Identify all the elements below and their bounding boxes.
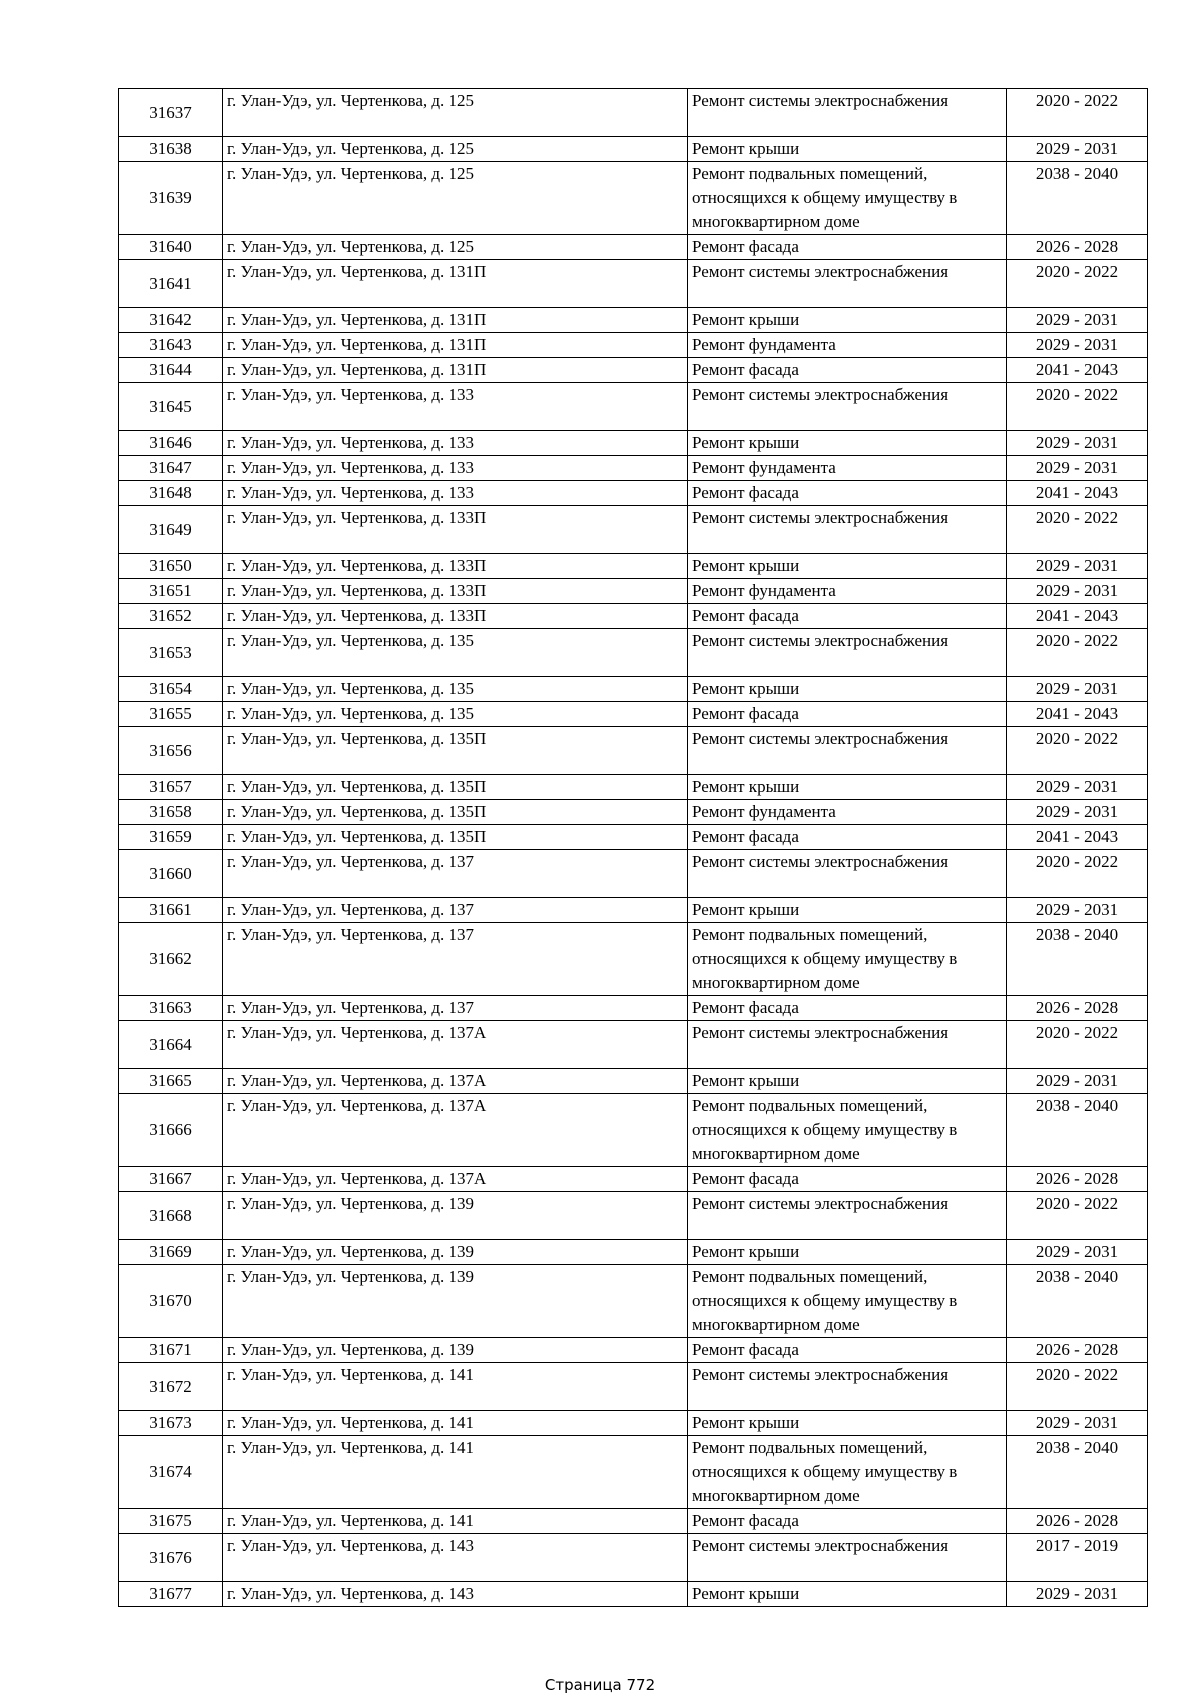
table-row <box>119 1338 1148 1363</box>
address-cell: г. Улан-Удэ, ул. Чертенкова, д. 143 <box>223 1534 688 1582</box>
period-cell: 2020 - 2022 <box>1007 850 1148 898</box>
row-number: 31639 <box>119 162 223 235</box>
period-cell: 2029 - 2031 <box>1007 456 1148 481</box>
period-cell: 2029 - 2031 <box>1007 137 1148 162</box>
period-cell: 2029 - 2031 <box>1007 1240 1148 1265</box>
table-row <box>119 702 1148 727</box>
work-type-cell: Ремонт системы электроснабжения <box>688 727 1007 775</box>
address-cell: г. Улан-Удэ, ул. Чертенкова, д. 131П <box>223 308 688 333</box>
page-number: Страница 772 <box>544 1676 656 1694</box>
period-cell: 2020 - 2022 <box>1007 1021 1148 1069</box>
row-number: 31651 <box>119 579 223 604</box>
work-type-cell: Ремонт фундамента <box>688 579 1007 604</box>
work-type-cell: Ремонт крыши <box>688 554 1007 579</box>
work-type-cell: Ремонт крыши <box>688 137 1007 162</box>
row-number: 31640 <box>119 235 223 260</box>
table-row <box>119 358 1148 383</box>
table-row <box>119 1021 1148 1069</box>
row-number: 31646 <box>119 431 223 456</box>
table-row <box>119 775 1148 800</box>
row-number: 31672 <box>119 1363 223 1411</box>
period-cell: 2029 - 2031 <box>1007 431 1148 456</box>
work-type-line: относящихся к общему имуществу в <box>692 949 958 968</box>
period-cell: 2020 - 2022 <box>1007 506 1148 554</box>
row-number: 31663 <box>119 996 223 1021</box>
period-cell: 2029 - 2031 <box>1007 333 1148 358</box>
address-cell: г. Улан-Удэ, ул. Чертенкова, д. 141 <box>223 1509 688 1534</box>
work-type-cell: Ремонт фасада <box>688 235 1007 260</box>
table-row <box>119 825 1148 850</box>
period-cell: 2029 - 2031 <box>1007 1411 1148 1436</box>
work-type-cell <box>688 1265 1007 1338</box>
period-cell: 2020 - 2022 <box>1007 1192 1148 1240</box>
work-type-cell <box>688 162 1007 235</box>
table-row <box>119 1240 1148 1265</box>
work-type-line: многоквартирном доме <box>692 1315 860 1334</box>
period-cell: 2029 - 2031 <box>1007 554 1148 579</box>
address-cell: г. Улан-Удэ, ул. Чертенкова, д. 131П <box>223 260 688 308</box>
work-type-cell: Ремонт фундамента <box>688 456 1007 481</box>
table-row <box>119 383 1148 431</box>
work-type-line: многоквартирном доме <box>692 1144 860 1163</box>
address-cell: г. Улан-Удэ, ул. Чертенкова, д. 133 <box>223 481 688 506</box>
work-type-line: многоквартирном доме <box>692 973 860 992</box>
period-cell: 2026 - 2028 <box>1007 996 1148 1021</box>
address-cell: г. Улан-Удэ, ул. Чертенкова, д. 133П <box>223 579 688 604</box>
address-cell: г. Улан-Удэ, ул. Чертенкова, д. 137 <box>223 996 688 1021</box>
table-row <box>119 481 1148 506</box>
address-cell: г. Улан-Удэ, ул. Чертенкова, д. 137А <box>223 1069 688 1094</box>
row-number: 31658 <box>119 800 223 825</box>
period-cell: 2038 - 2040 <box>1007 162 1148 235</box>
work-type-line: относящихся к общему имуществу в <box>692 1120 958 1139</box>
table-row <box>119 456 1148 481</box>
address-cell: г. Улан-Удэ, ул. Чертенкова, д. 143 <box>223 1582 688 1607</box>
row-number: 31661 <box>119 898 223 923</box>
work-type-cell: Ремонт крыши <box>688 1069 1007 1094</box>
period-cell: 2029 - 2031 <box>1007 800 1148 825</box>
period-cell: 2020 - 2022 <box>1007 383 1148 431</box>
address-cell: г. Улан-Удэ, ул. Чертенкова, д. 133 <box>223 431 688 456</box>
work-type-line: относящихся к общему имуществу в <box>692 1462 958 1481</box>
work-type-cell: Ремонт крыши <box>688 677 1007 702</box>
work-type-cell: Ремонт фасада <box>688 1338 1007 1363</box>
address-cell: г. Улан-Удэ, ул. Чертенкова, д. 137А <box>223 1094 688 1167</box>
work-type-cell <box>688 1094 1007 1167</box>
work-type-line: относящихся к общему имуществу в <box>692 1291 958 1310</box>
address-cell: г. Улан-Удэ, ул. Чертенкова, д. 141 <box>223 1436 688 1509</box>
period-cell: 2041 - 2043 <box>1007 825 1148 850</box>
period-cell: 2026 - 2028 <box>1007 1338 1148 1363</box>
table-row <box>119 923 1148 996</box>
table-row <box>119 1534 1148 1582</box>
period-cell: 2020 - 2022 <box>1007 1363 1148 1411</box>
address-cell: г. Улан-Удэ, ул. Чертенкова, д. 139 <box>223 1265 688 1338</box>
table-row <box>119 1167 1148 1192</box>
period-cell: 2029 - 2031 <box>1007 898 1148 923</box>
address-cell: г. Улан-Удэ, ул. Чертенкова, д. 125 <box>223 89 688 137</box>
work-type-cell: Ремонт фундамента <box>688 333 1007 358</box>
work-type-line: Ремонт подвальных помещений, <box>692 1438 928 1457</box>
period-cell: 2041 - 2043 <box>1007 702 1148 727</box>
period-cell: 2020 - 2022 <box>1007 727 1148 775</box>
table-row <box>119 431 1148 456</box>
table-row <box>119 579 1148 604</box>
row-number: 31641 <box>119 260 223 308</box>
work-type-cell: Ремонт фасада <box>688 481 1007 506</box>
row-number: 31656 <box>119 727 223 775</box>
work-type-cell: Ремонт крыши <box>688 1240 1007 1265</box>
work-type-cell: Ремонт фасада <box>688 1167 1007 1192</box>
row-number: 31638 <box>119 137 223 162</box>
work-type-cell: Ремонт системы электроснабжения <box>688 1021 1007 1069</box>
work-type-cell: Ремонт крыши <box>688 1411 1007 1436</box>
row-number: 31642 <box>119 308 223 333</box>
work-type-cell <box>688 923 1007 996</box>
table-row <box>119 162 1148 235</box>
table-row <box>119 333 1148 358</box>
work-type-cell: Ремонт системы электроснабжения <box>688 383 1007 431</box>
row-number: 31664 <box>119 1021 223 1069</box>
period-cell: 2029 - 2031 <box>1007 1582 1148 1607</box>
work-type-cell: Ремонт фасада <box>688 604 1007 629</box>
address-cell: г. Улан-Удэ, ул. Чертенкова, д. 135 <box>223 629 688 677</box>
work-type-cell <box>688 1436 1007 1509</box>
address-cell: г. Улан-Удэ, ул. Чертенкова, д. 137 <box>223 923 688 996</box>
period-cell: 2038 - 2040 <box>1007 1094 1148 1167</box>
period-cell: 2017 - 2019 <box>1007 1534 1148 1582</box>
work-type-cell: Ремонт системы электроснабжения <box>688 1534 1007 1582</box>
work-type-cell: Ремонт системы электроснабжения <box>688 260 1007 308</box>
row-number: 31662 <box>119 923 223 996</box>
row-number: 31652 <box>119 604 223 629</box>
table-row <box>119 1192 1148 1240</box>
row-number: 31670 <box>119 1265 223 1338</box>
table-row <box>119 629 1148 677</box>
period-cell: 2026 - 2028 <box>1007 1167 1148 1192</box>
table-row <box>119 1411 1148 1436</box>
address-cell: г. Улан-Удэ, ул. Чертенкова, д. 135П <box>223 727 688 775</box>
address-cell: г. Улан-Удэ, ул. Чертенкова, д. 133П <box>223 604 688 629</box>
row-number: 31647 <box>119 456 223 481</box>
row-number: 31645 <box>119 383 223 431</box>
table-row <box>119 604 1148 629</box>
row-number: 31677 <box>119 1582 223 1607</box>
table-row <box>119 677 1148 702</box>
period-cell: 2020 - 2022 <box>1007 629 1148 677</box>
row-number: 31674 <box>119 1436 223 1509</box>
work-type-cell: Ремонт крыши <box>688 775 1007 800</box>
row-number: 31675 <box>119 1509 223 1534</box>
work-type-line: относящихся к общему имуществу в <box>692 188 958 207</box>
table-row <box>119 996 1148 1021</box>
period-cell: 2041 - 2043 <box>1007 481 1148 506</box>
address-cell: г. Улан-Удэ, ул. Чертенкова, д. 133 <box>223 383 688 431</box>
row-number: 31666 <box>119 1094 223 1167</box>
table-row <box>119 1265 1148 1338</box>
work-type-cell: Ремонт крыши <box>688 1582 1007 1607</box>
row-number: 31671 <box>119 1338 223 1363</box>
work-type-cell: Ремонт фасада <box>688 1509 1007 1534</box>
address-cell: г. Улан-Удэ, ул. Чертенкова, д. 135П <box>223 825 688 850</box>
table-row <box>119 1094 1148 1167</box>
period-cell: 2026 - 2028 <box>1007 235 1148 260</box>
table-row <box>119 800 1148 825</box>
address-cell: г. Улан-Удэ, ул. Чертенкова, д. 135 <box>223 677 688 702</box>
row-number: 31654 <box>119 677 223 702</box>
address-cell: г. Улан-Удэ, ул. Чертенкова, д. 133П <box>223 506 688 554</box>
address-cell: г. Улан-Удэ, ул. Чертенкова, д. 125 <box>223 137 688 162</box>
period-cell: 2038 - 2040 <box>1007 1265 1148 1338</box>
table-row <box>119 727 1148 775</box>
table-row <box>119 137 1148 162</box>
period-cell: 2029 - 2031 <box>1007 677 1148 702</box>
period-cell: 2020 - 2022 <box>1007 260 1148 308</box>
period-cell: 2038 - 2040 <box>1007 923 1148 996</box>
row-number: 31657 <box>119 775 223 800</box>
period-cell: 2029 - 2031 <box>1007 579 1148 604</box>
address-cell: г. Улан-Удэ, ул. Чертенкова, д. 137 <box>223 850 688 898</box>
work-type-cell: Ремонт крыши <box>688 431 1007 456</box>
period-cell: 2041 - 2043 <box>1007 358 1148 383</box>
address-cell: г. Улан-Удэ, ул. Чертенкова, д. 137 <box>223 898 688 923</box>
work-type-cell: Ремонт системы электроснабжения <box>688 850 1007 898</box>
row-number: 31659 <box>119 825 223 850</box>
row-number: 31655 <box>119 702 223 727</box>
work-type-cell: Ремонт системы электроснабжения <box>688 89 1007 137</box>
table-row <box>119 506 1148 554</box>
period-cell: 2029 - 2031 <box>1007 775 1148 800</box>
table-row <box>119 260 1148 308</box>
row-number: 31676 <box>119 1534 223 1582</box>
table-row <box>119 89 1148 137</box>
row-number: 31643 <box>119 333 223 358</box>
address-cell: г. Улан-Удэ, ул. Чертенкова, д. 139 <box>223 1338 688 1363</box>
row-number: 31660 <box>119 850 223 898</box>
row-number: 31644 <box>119 358 223 383</box>
address-cell: г. Улан-Удэ, ул. Чертенкова, д. 135П <box>223 775 688 800</box>
table-row <box>119 1363 1148 1411</box>
period-cell: 2038 - 2040 <box>1007 1436 1148 1509</box>
work-type-cell: Ремонт фасада <box>688 996 1007 1021</box>
work-type-line: Ремонт подвальных помещений, <box>692 1096 928 1115</box>
work-type-cell: Ремонт фасада <box>688 825 1007 850</box>
table-row <box>119 898 1148 923</box>
work-type-cell: Ремонт фасада <box>688 358 1007 383</box>
row-number: 31668 <box>119 1192 223 1240</box>
row-number: 31669 <box>119 1240 223 1265</box>
work-type-cell: Ремонт системы электроснабжения <box>688 506 1007 554</box>
table-body <box>119 89 1148 1607</box>
row-number: 31673 <box>119 1411 223 1436</box>
address-cell: г. Улан-Удэ, ул. Чертенкова, д. 135П <box>223 800 688 825</box>
row-number: 31648 <box>119 481 223 506</box>
address-cell: г. Улан-Удэ, ул. Чертенкова, д. 125 <box>223 235 688 260</box>
row-number: 31637 <box>119 89 223 137</box>
table-row <box>119 235 1148 260</box>
work-type-line: Ремонт подвальных помещений, <box>692 925 928 944</box>
address-cell: г. Улан-Удэ, ул. Чертенкова, д. 139 <box>223 1240 688 1265</box>
table-row <box>119 1069 1148 1094</box>
work-type-line: многоквартирном доме <box>692 1486 860 1505</box>
address-cell: г. Улан-Удэ, ул. Чертенкова, д. 137А <box>223 1167 688 1192</box>
period-cell: 2029 - 2031 <box>1007 308 1148 333</box>
work-type-cell: Ремонт фасада <box>688 702 1007 727</box>
work-type-line: Ремонт подвальных помещений, <box>692 1267 928 1286</box>
period-cell: 2026 - 2028 <box>1007 1509 1148 1534</box>
address-cell: г. Улан-Удэ, ул. Чертенкова, д. 131П <box>223 358 688 383</box>
address-cell: г. Улан-Удэ, ул. Чертенкова, д. 141 <box>223 1363 688 1411</box>
work-type-cell: Ремонт системы электроснабжения <box>688 1192 1007 1240</box>
row-number: 31649 <box>119 506 223 554</box>
row-number: 31653 <box>119 629 223 677</box>
table-row <box>119 1582 1148 1607</box>
work-type-line: многоквартирном доме <box>692 212 860 231</box>
table-row <box>119 308 1148 333</box>
address-cell: г. Улан-Удэ, ул. Чертенкова, д. 135 <box>223 702 688 727</box>
period-cell: 2029 - 2031 <box>1007 1069 1148 1094</box>
work-type-cell: Ремонт системы электроснабжения <box>688 1363 1007 1411</box>
table-row <box>119 554 1148 579</box>
address-cell: г. Улан-Удэ, ул. Чертенкова, д. 133 <box>223 456 688 481</box>
address-cell: г. Улан-Удэ, ул. Чертенкова, д. 133П <box>223 554 688 579</box>
work-type-cell: Ремонт крыши <box>688 898 1007 923</box>
address-cell: г. Улан-Удэ, ул. Чертенкова, д. 125 <box>223 162 688 235</box>
address-cell: г. Улан-Удэ, ул. Чертенкова, д. 137А <box>223 1021 688 1069</box>
row-number: 31650 <box>119 554 223 579</box>
period-cell: 2020 - 2022 <box>1007 89 1148 137</box>
row-number: 31665 <box>119 1069 223 1094</box>
table-row <box>119 1509 1148 1534</box>
table-row <box>119 1436 1148 1509</box>
address-cell: г. Улан-Удэ, ул. Чертенкова, д. 131П <box>223 333 688 358</box>
period-cell: 2041 - 2043 <box>1007 604 1148 629</box>
table-row <box>119 850 1148 898</box>
work-type-cell: Ремонт системы электроснабжения <box>688 629 1007 677</box>
row-number: 31667 <box>119 1167 223 1192</box>
address-cell: г. Улан-Удэ, ул. Чертенкова, д. 141 <box>223 1411 688 1436</box>
work-type-cell: Ремонт фундамента <box>688 800 1007 825</box>
address-cell: г. Улан-Удэ, ул. Чертенкова, д. 139 <box>223 1192 688 1240</box>
work-type-line: Ремонт подвальных помещений, <box>692 164 928 183</box>
work-type-cell: Ремонт крыши <box>688 308 1007 333</box>
works-table <box>118 88 1148 1607</box>
